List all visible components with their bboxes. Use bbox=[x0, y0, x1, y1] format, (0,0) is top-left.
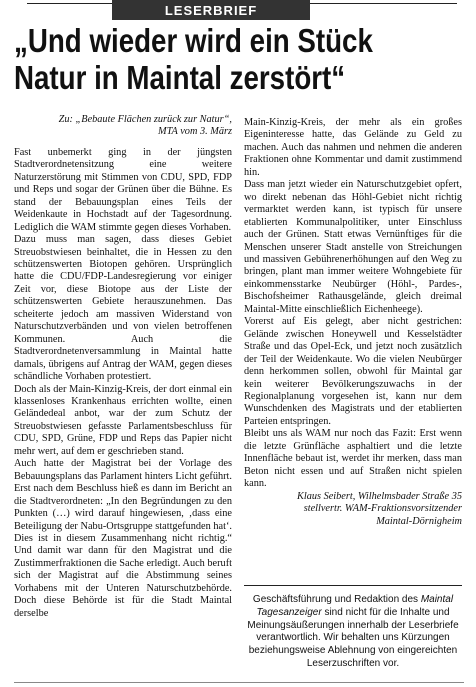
paragraph: Bleibt uns als WAM nur noch das Fazit: Erst wenn die letzte Grünfläche asphaltiert und die letzte Innenfläche bebaut ist, werdet ihr merken, dass man Beton nicht essen und auf Straßen nicht spielen kann. bbox=[244, 428, 462, 490]
reference-line-2: MTA vom 3. März bbox=[158, 126, 232, 138]
paragraph: Dazu muss man sagen, dass dieses Gebiet Streuobstwiesen beinhaltet, die in Hessen zu den schützenswerten Biotopen gehören. Ursprünglich hatte die CDU/FDP-Landesregierung vor einiger Zeit vor, diese Biotope aus der Liste der schützenswerten Gebiete herauszunehmen. Das scheiterte jedoch am massiven Widerstand von Naturschutzverbänden und von vielen betroffenen Kommunen. Auch die Stadtverordnetenversammlung in Maintal hatte damals, übrigens auf Antrag der WAM, gegen dieses schändliche Vorhaben protestiert. bbox=[14, 234, 232, 383]
paragraph: Vorerst auf Eis gelegt, aber nicht gestrichen: Gelände zwischen Honeywell und Kesselstädter Straße und das Opel-Eck, und jetzt noch zusätzlich der Teil der Weidenkaute. Wo die vielen Neubürger denn herkommen sollen, obwohl für Maintal gar kein weiterer Bevölkerungszuwachs in der Regionalplanung vorgesehen ist, kann nur dem Wunschdenken des Magistrats und der etablierten Parteien entspringen. bbox=[244, 316, 462, 427]
signature bbox=[244, 491, 462, 528]
paragraph: Auch hatte der Magistrat bei der Vorlage des Bebauungsplans das Parlament hinters Licht geführt. Erst nach dem Beschluss hieß es dann im Bericht an die Stadtverordneten: „In den Begründungen zu den Punkten (…) wird darauf hingewiesen, ‚dass eine Beteiligung der Nabu-Ortsgruppe stattgefunden hat‘. Dies ist in diesem Zusammenhang nicht richtig.“ Und damit war dann für den Magistrat und die Zustimmerfraktionen die Sache erledigt. Auch beruft sich der Magistrat auf die Abstimmung seines Vorhabens mit der Unteren Naturschutzbehörde. Doch diese Behörde ist für die Stadt Maintal derselbe bbox=[14, 458, 232, 619]
bottom-rule bbox=[14, 682, 464, 683]
headline-line-1: „Und wieder wird ein Stück bbox=[14, 22, 373, 59]
signature-line-1: Klaus Seibert, Wilhelmsbader Straße 35 bbox=[296, 490, 462, 502]
paragraph: Fast unbemerkt ging in der jüngsten Stadtverordnetensitzung eine weitere Naturzerstörung mit Stimmen von CDU, SPD, FDP und Reps und sogar der Grünen über die Bühne. Es stand der Bebauungsplan eines Teils der Weidenkaute in Hochstadt auf der Tagesordnung. Lediglich die WAM stimmte gegen dieses Vorhaben. bbox=[14, 146, 232, 233]
paragraph: Main-Kinzig-Kreis, der mehr als ein großes Eigeninteresse hatte, das Gelände zu Geld zu machen. Auch das nahmen und nehmen die anderen Fraktionen ohne Kommentar und damit zustimmend hin. bbox=[244, 117, 462, 178]
right-column bbox=[244, 117, 462, 528]
newspaper-name: Maintal Tagesanzeiger bbox=[256, 594, 454, 618]
paragraph: Dass man jetzt wieder ein Naturschutzgebiet opfert, wo direkt nebenan das Höhl-Gebiet nicht richtig vermarktet werden kann, ist typisch für unsere etablierten Kommunalpolitiker, unter Einschluss auch der Grünen. Statt etwas Vernünftiges für die Menschen unserer Stadt anstelle von Streichungen und massiven Gebührenerhöhungen auf den Weg zu bringen, plant man immer weitere Wohngebiete für einkommensstarke Neubürger (Höhl-, Pardes-, Bischofsheimer Rathausgelände, gleich dreimal Maintal-Mitte einschließlich Eichenheege). bbox=[244, 179, 462, 315]
headline bbox=[14, 22, 392, 96]
headline-line-2: Natur in Maintal zerstört“ bbox=[14, 59, 346, 96]
signature-line-3: Maintal-Dörnigheim bbox=[376, 515, 462, 527]
reference-line-1: Zu: „Bebaute Flächen zurück zur Natur“, bbox=[58, 114, 232, 125]
left-column bbox=[14, 114, 232, 620]
section-banner: LESERBRIEF bbox=[112, 0, 310, 20]
signature-line-2: stellvertr. WAM-Fraktionsvorsitzender bbox=[303, 503, 462, 515]
paragraph: Doch als der Main-Kinzig-Kreis, der dort einmal ein klassenloses Krankenhaus errichten wollte, einen Geländedeal anbot, war der zum Schutz der Streuobstwiesen gefasste Parlamentsbeschluss für CDU, SPD, Grüne, FDP und Reps das Papier nicht mehr wert, auf dem er geschrieben stand. bbox=[14, 383, 232, 457]
disclaimer-line-1: Geschäftsführung und Redaktion des bbox=[252, 594, 419, 605]
reference-note bbox=[14, 114, 232, 139]
disclaimer-line-2: sind nicht für die Inhalte und Meinungsäußerungen innerhalb der Leserbriefe verantwortlich. Wir behalten uns Kürzungen beziehungsweise Ablehnung von eingereichten Leserzuschriften vor. bbox=[247, 606, 459, 669]
disclaimer-box bbox=[244, 585, 462, 671]
